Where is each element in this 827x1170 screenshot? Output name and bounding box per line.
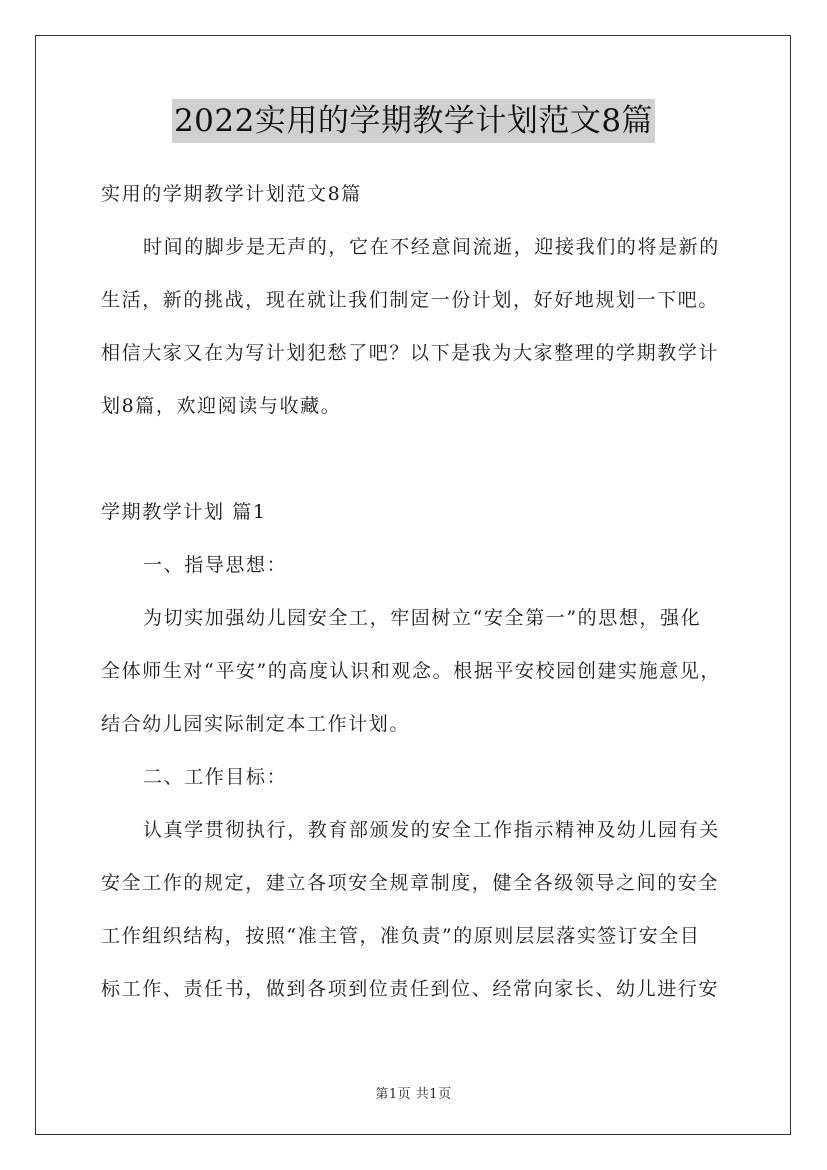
paragraph-line: 结合幼儿园实际制定本工作计划。 (101, 713, 411, 735)
paragraph-line: 安全工作的规定，建立各项安全规章制度，健全各级领导之间的安全 (101, 872, 720, 894)
page-footer: 第1页 共1页 (375, 1087, 452, 1102)
subheading-line: 一、指导思想： (143, 554, 288, 576)
paragraph-line: 全体师生对“平安”的高度认识和观念。根据平安校园创建实施意见， (101, 660, 722, 682)
paragraph-line: 标工作、责任书，做到各项到位责任到位、经常向家长、幼儿进行安 (101, 978, 720, 1000)
blank-line (101, 433, 733, 486)
document-title: 2022实用的学期教学计划范文8篇 (172, 99, 655, 143)
section-heading: 学期教学计划 篇1 (101, 501, 267, 523)
paragraph-line: 生活，新的挑战，现在就让我们制定一份计划，好好地规划一下吧。 (101, 289, 720, 311)
paragraph-line: 为切实加强幼儿园安全工，牢固树立“安全第一”的思想，强化 (143, 607, 702, 629)
paragraph-line: 划8篇，欢迎阅读与收藏。 (101, 395, 342, 417)
paragraph-line: 相信大家又在为写计划犯愁了吧？以下是我为大家整理的学期教学计 (101, 342, 720, 364)
title-container (0, 99, 827, 143)
paragraph-line: 工作组织结构，按照“准主管，准负责”的原则层层落实签订安全目 (101, 925, 701, 947)
subtitle-line: 实用的学期教学计划范文8篇 (101, 183, 362, 205)
paragraph-line: 认真学贯彻执行，教育部颁发的安全工作指示精神及幼儿园有关 (143, 819, 720, 841)
subheading-line: 二、工作目标： (143, 766, 288, 788)
document-body (101, 168, 733, 1016)
paragraph-line: 时间的脚步是无声的，它在不经意间流逝，迎接我们的将是新的 (143, 236, 720, 258)
